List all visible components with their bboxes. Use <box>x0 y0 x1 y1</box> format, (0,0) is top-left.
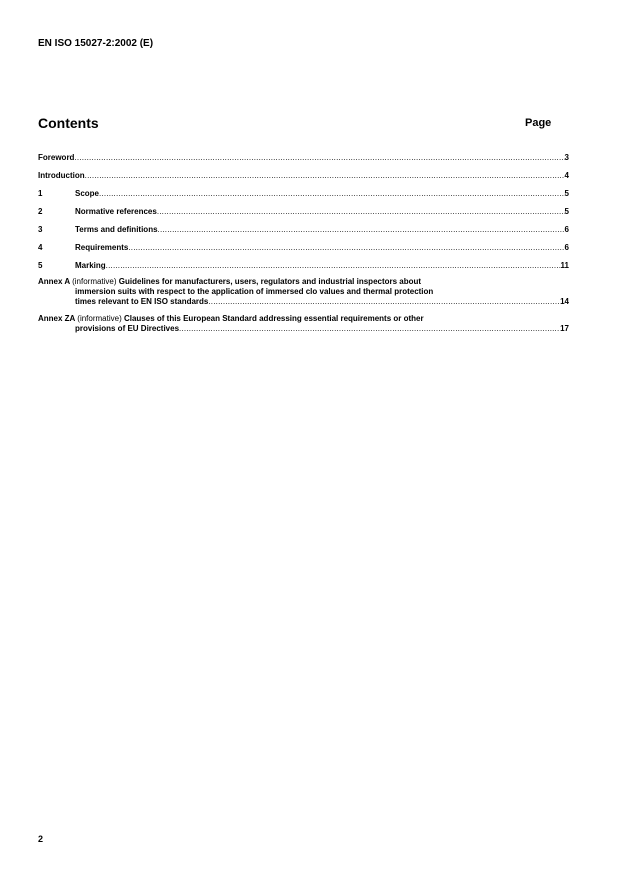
toc-entry-number: 2 <box>38 207 43 216</box>
toc-entry-number: 3 <box>38 225 43 234</box>
annex-za-type: (informative) <box>77 314 122 323</box>
toc-entry-number: 5 <box>38 261 43 270</box>
toc-entry-title: Normative references <box>75 207 157 216</box>
toc-entry-number: 4 <box>38 243 43 252</box>
page-number: 2 <box>38 834 44 844</box>
annex-a-title-line1: Guidelines for manufacturers, users, regulators and industrial inspectors about <box>118 277 422 286</box>
annex-a-page: 14 <box>560 297 569 306</box>
annex-a-title-line3: times relevant to EN ISO standards <box>75 297 209 306</box>
toc-entry-terms-and-definitions[interactable] <box>38 223 569 241</box>
toc-entry-annex-za[interactable] <box>38 314 569 334</box>
annex-a-line1 <box>38 277 569 287</box>
dot-leader <box>85 171 565 181</box>
toc-entry-requirements[interactable] <box>38 241 569 259</box>
annex-za-last-line <box>38 324 569 334</box>
toc-entry-page: 4 <box>564 171 569 180</box>
dot-leader <box>158 225 565 235</box>
toc-entry-page: 6 <box>564 243 569 252</box>
toc-entry-normative-references[interactable] <box>38 205 569 223</box>
toc-entry-title: Requirements <box>75 243 129 252</box>
dot-leader <box>99 189 565 199</box>
annex-a-title-line2: immersion suits with respect to the application of immersed clo values and thermal protection <box>75 287 434 296</box>
toc-entry-page: 3 <box>564 153 569 162</box>
annex-za-prefix: Annex ZA <box>38 314 76 323</box>
toc-entry-foreword[interactable] <box>38 151 569 169</box>
dot-leader <box>128 243 564 253</box>
toc-entry-page: 6 <box>564 225 569 234</box>
toc-entry-scope[interactable] <box>38 187 569 205</box>
toc-entry-page: 11 <box>560 261 569 270</box>
annex-za-line1 <box>38 314 569 324</box>
toc-entry-title: Foreword <box>38 153 75 162</box>
toc-entry-number: 1 <box>38 189 43 198</box>
annex-a-prefix: Annex A <box>38 277 70 286</box>
toc-entry-introduction[interactable] <box>38 169 569 187</box>
toc-entry-marking[interactable] <box>38 259 569 277</box>
annex-a-type: (informative) <box>72 277 117 286</box>
toc-entry-annex-a[interactable] <box>38 277 569 307</box>
dot-leader <box>106 261 561 271</box>
document-id-header: EN ISO 15027-2:2002 (E) <box>38 38 154 49</box>
toc-entry-page: 5 <box>564 207 569 216</box>
annex-za-title-line1: Clauses of this European Standard addressing essential requirements or other <box>123 314 424 323</box>
table-of-contents <box>38 151 569 334</box>
page-column-label: Page <box>525 117 552 129</box>
annex-za-page: 17 <box>560 324 569 333</box>
dot-leader <box>179 324 560 334</box>
toc-entry-page: 5 <box>564 189 569 198</box>
contents-heading: Contents <box>38 115 99 131</box>
toc-entry-title: Terms and definitions <box>75 225 158 234</box>
dot-leader <box>157 207 565 217</box>
toc-entry-title: Marking <box>75 261 106 270</box>
annex-za-title-line2: provisions of EU Directives <box>75 324 180 333</box>
dot-leader <box>208 297 560 307</box>
annex-a-last-line <box>38 297 569 307</box>
dot-leader <box>74 153 564 163</box>
toc-entry-title: Introduction <box>38 171 85 180</box>
toc-entry-title: Scope <box>75 189 100 198</box>
